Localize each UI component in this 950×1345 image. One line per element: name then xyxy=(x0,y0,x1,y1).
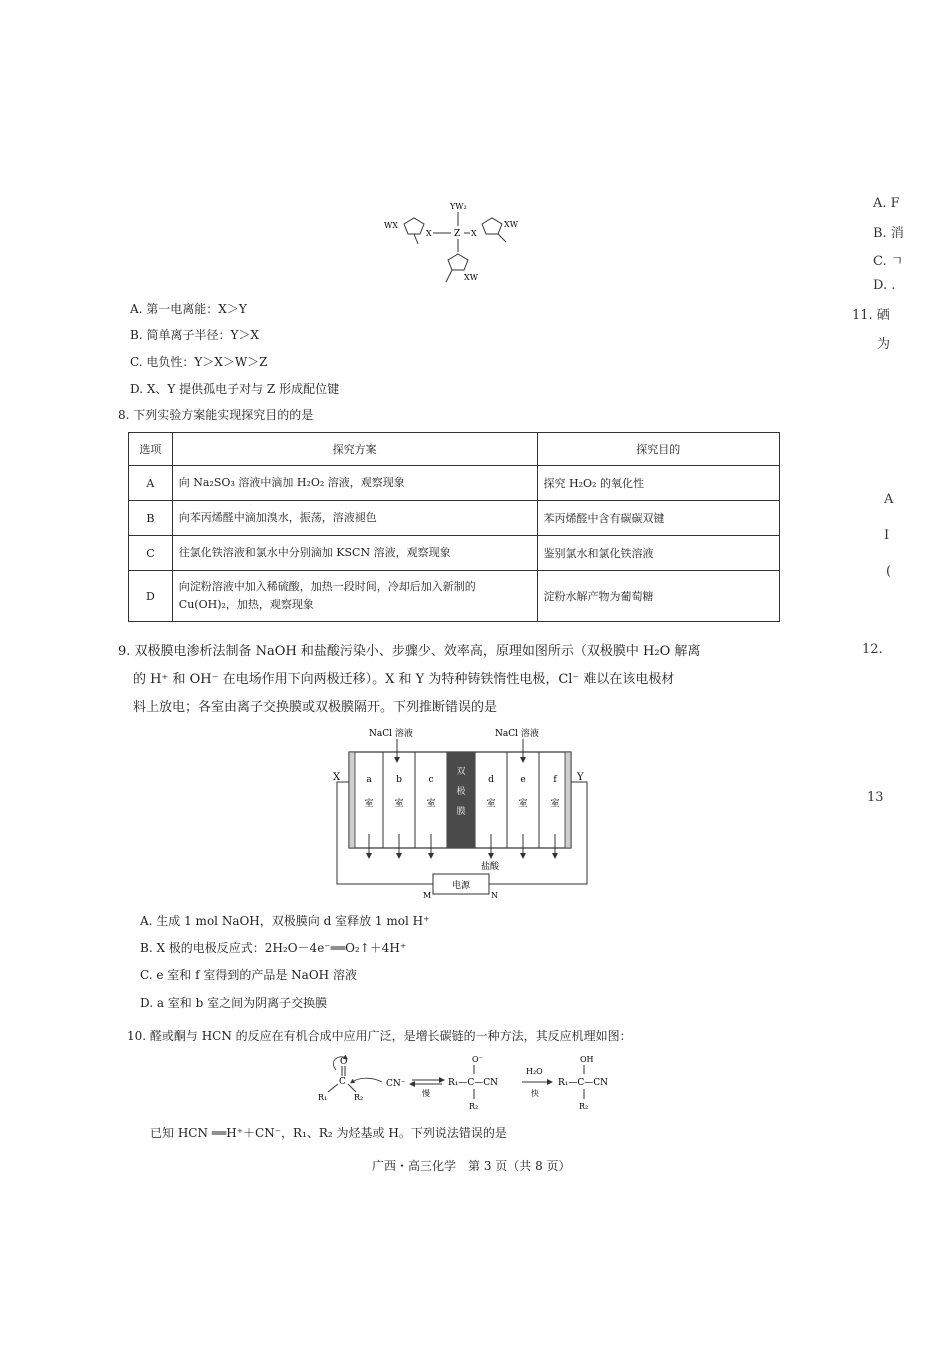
coordination-complex-structure xyxy=(378,198,538,290)
mol-z-label: Z xyxy=(454,229,461,239)
mol-top-label: YW₂ xyxy=(450,202,467,211)
margin-fragment: 12. xyxy=(862,642,883,657)
q8-row-purpose: 鉴别氯水和氯化铁溶液 xyxy=(537,536,779,571)
q8-header-purpose: 探究目的 xyxy=(537,433,779,466)
electrode-x-label: X xyxy=(333,772,341,783)
power-label: 电源 xyxy=(451,881,471,891)
q9-stem-line-1: 9. 双极膜电渗析法制备 NaOH 和盐酸污染小、步骤少、效率高，原理如图所示（双极膜中 H₂O 解离 xyxy=(118,644,701,659)
q7-option-c: C. 电负性：Y＞X＞W＞Z xyxy=(130,355,268,369)
chamber-b-word: 室 xyxy=(394,799,404,809)
margin-fragment: A. F xyxy=(873,196,900,211)
q8-header-plan: 探究方案 xyxy=(172,433,537,466)
reaction-mechanism xyxy=(318,1052,638,1118)
margin-fragment: I xyxy=(884,528,890,543)
q8-row-option: D xyxy=(129,571,173,622)
nacl-right-label: NaCl 溶液 xyxy=(495,729,539,739)
mol-left-label: WX xyxy=(384,221,398,230)
chamber-c-word: 室 xyxy=(426,799,436,809)
table-row xyxy=(129,571,780,622)
chamber-b-letter: b xyxy=(396,775,402,785)
chamber-e-word: 室 xyxy=(518,799,528,809)
q10-known: 已知 HCN ══H⁺＋CN⁻，R₁、R₂ 为烃基或 H。下列说法错误的是 xyxy=(150,1126,507,1140)
chamber-a-letter: a xyxy=(366,775,372,785)
mech-o-minus: O⁻ xyxy=(472,1055,483,1064)
q8-row-option: C xyxy=(129,536,173,571)
chamber-d-letter: d xyxy=(488,775,494,785)
q9-option-d: D. a 室和 b 室之间为阴离子交换膜 xyxy=(140,996,328,1010)
chamber-d-word: 室 xyxy=(486,799,496,809)
q8-row-plan: 向苯丙烯醛中滴加溴水，振荡，溶液褪色 xyxy=(172,501,537,536)
q8-row-option: B xyxy=(129,501,173,536)
page-footer: 广西・高三化学 第 3 页（共 8 页） xyxy=(372,1159,571,1173)
q9-stem-line-3: 料上放电；各室由离子交换膜或双极膜隔开。下列推断错误的是 xyxy=(133,700,498,715)
mech-cn: CN⁻ xyxy=(386,1079,406,1089)
q8-row-plan: 向淀粉溶液中加入稀硫酸，加热一段时间，冷却后加入新制的 Cu(OH)₂，加热，观察现象 xyxy=(172,571,537,622)
chamber-e-letter: e xyxy=(520,775,526,785)
chamber-f-letter: f xyxy=(553,775,557,785)
margin-fragment: A xyxy=(884,492,894,507)
margin-fragment: D. . xyxy=(873,278,896,293)
mech-product: R₁—C—CN xyxy=(558,1078,609,1088)
electrodialysis-diagram xyxy=(325,722,595,900)
bipolar-char-3: 膜 xyxy=(456,807,466,817)
mech-slow: 慢 xyxy=(422,1089,430,1098)
mech-intermediate-r2: R₂ xyxy=(469,1102,479,1111)
margin-fragment: B. 消 xyxy=(873,226,904,241)
q8-row-option: A xyxy=(129,466,173,501)
margin-fragment: ( xyxy=(886,564,892,579)
q9-stem-line-2: 的 H⁺ 和 OH⁻ 在电场作用下向两极迁移）。X 和 Y 为特种铸铁惰性电极，Cl⁻ 难以在该电极材 xyxy=(133,672,675,687)
margin-fragment: C. ㄱ xyxy=(873,254,904,269)
table-row xyxy=(129,466,780,501)
q9-option-b: B. X 极的电极反应式：2H₂O－4e⁻══O₂↑＋4H⁺ xyxy=(140,941,407,955)
chamber-a-word: 室 xyxy=(364,799,374,809)
mol-right-label: XW xyxy=(504,220,518,229)
mech-h2o: H₂O xyxy=(526,1067,543,1076)
terminal-n-label: N xyxy=(491,891,498,900)
q8-row-plan: 向 Na₂SO₃ 溶液中滴加 H₂O₂ 溶液，观察现象 xyxy=(172,466,537,501)
mech-intermediate: R₁—C—CN xyxy=(448,1078,499,1088)
bipolar-char-2: 极 xyxy=(456,787,466,797)
table-row xyxy=(129,501,780,536)
margin-fragment: 为 xyxy=(877,337,891,352)
mech-fast: 快 xyxy=(531,1089,539,1098)
mol-bottom-label: XW xyxy=(464,273,478,282)
q7-option-d: D. X、Y 提供孤电子对与 Z 形成配位键 xyxy=(130,382,340,396)
q7-option-b: B. 简单离子半径：Y＞X xyxy=(130,328,259,342)
mech-r1: R₁ xyxy=(318,1093,328,1102)
mech-c: C xyxy=(339,1077,346,1087)
q8-row-purpose: 淀粉水解产物为葡萄糖 xyxy=(537,571,779,622)
q8-row-plan: 往氯化铁溶液和氯水中分别滴加 KSCN 溶液，观察现象 xyxy=(172,536,537,571)
q8-table xyxy=(128,432,780,622)
margin-fragment: 13 xyxy=(867,790,884,805)
q8-stem: 8. 下列实验方案能实现探究目的的是 xyxy=(118,408,314,422)
margin-fragment: 11. 硒 xyxy=(852,308,890,323)
electrode-y-label: Y xyxy=(577,772,584,783)
q9-option-a: A. 生成 1 mol NaOH，双极膜向 d 室释放 1 mol H⁺ xyxy=(140,914,430,928)
nacl-left-label: NaCl 溶液 xyxy=(369,729,413,739)
mech-r2: R₂ xyxy=(354,1093,364,1102)
table-row xyxy=(129,536,780,571)
q9-option-c: C. e 室和 f 室得到的产品是 NaOH 溶液 xyxy=(140,968,357,982)
chamber-c-letter: c xyxy=(428,775,434,785)
mech-oh: OH xyxy=(580,1055,594,1064)
chamber-f-word: 室 xyxy=(550,799,560,809)
q8-row-purpose: 探究 H₂O₂ 的氧化性 xyxy=(537,466,779,501)
mol-left-x: X xyxy=(426,229,432,238)
terminal-m-label: M xyxy=(423,891,432,900)
mech-product-r2: R₂ xyxy=(579,1102,589,1111)
bipolar-char-1: 双 xyxy=(456,767,466,777)
mol-right-x: X xyxy=(471,229,477,238)
mech-o: O xyxy=(340,1057,348,1067)
q8-header-option: 选项 xyxy=(129,433,173,466)
q10-stem: 10. 醛或酮与 HCN 的反应在有机合成中应用广泛，是增长碳链的一种方法，其反应机理如图： xyxy=(127,1029,632,1043)
q7-option-a: A. 第一电离能：X＞Y xyxy=(130,302,247,316)
hcl-label: 盐酸 xyxy=(481,862,500,872)
q8-row-purpose: 苯丙烯醛中含有碳碳双键 xyxy=(537,501,779,536)
